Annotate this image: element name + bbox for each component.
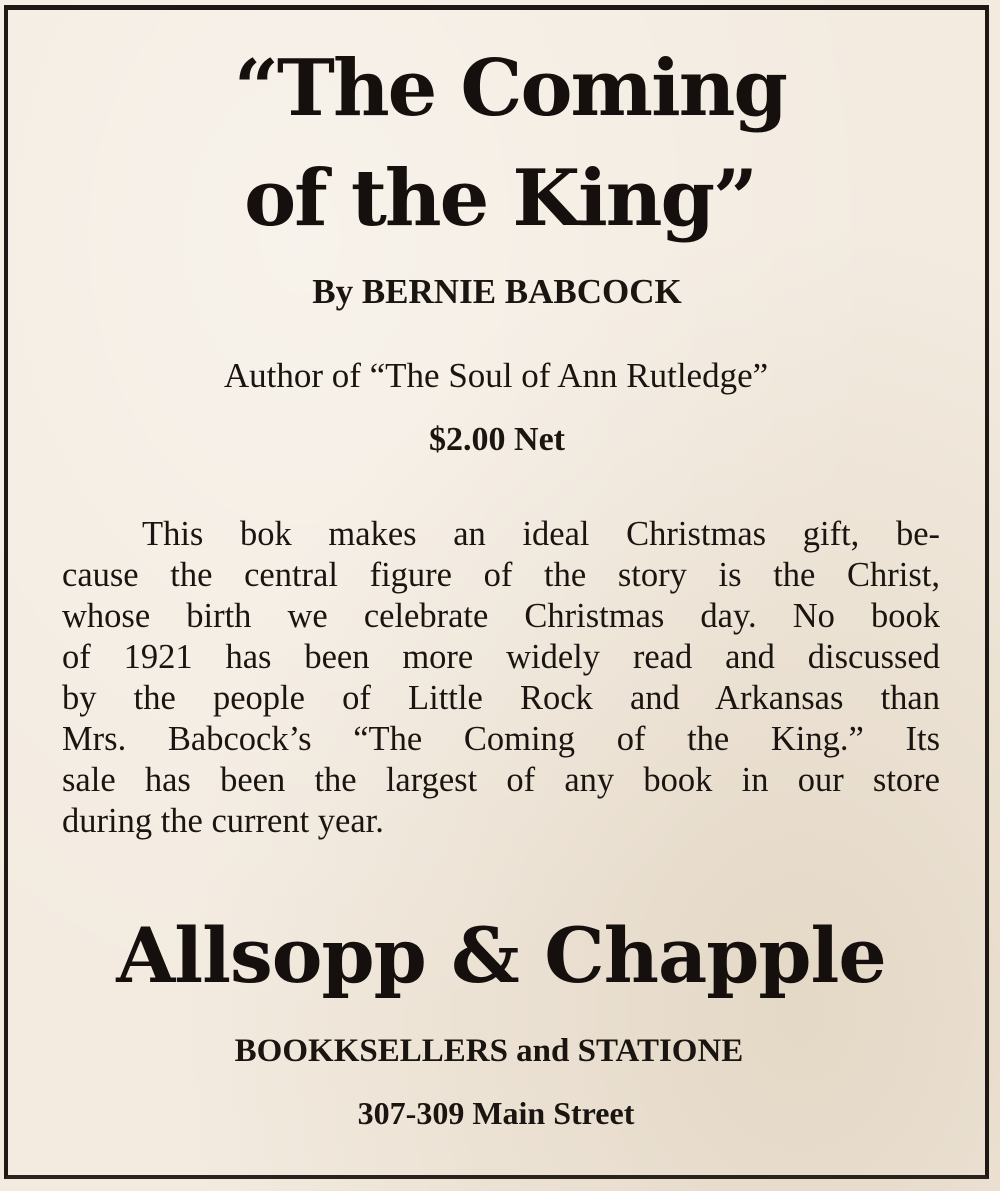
store-address: 307-309 Main Street	[357, 1095, 635, 1131]
book-price: $2.00 Net	[429, 421, 565, 458]
author-previous-work: Author of “The Soul of Ann Rutledge”	[223, 356, 769, 395]
store-tagline: BOOKKSELLERS and STATIONE	[234, 1033, 744, 1069]
author-byline: By BERNIE BABCOCK	[312, 272, 682, 311]
ad-body-paragraph	[62, 514, 940, 842]
body-line: cause the central figure of the story is the Christ,	[62, 556, 940, 594]
book-title-line-2: of the King”	[244, 153, 756, 244]
body-line: whose birth we celebrate Christmas day. No book	[62, 597, 940, 635]
store-name: Allsopp & Chapple	[116, 911, 886, 1000]
body-line: during the current year.	[62, 802, 384, 840]
book-title-line-1: “The Coming	[234, 43, 786, 134]
body-line: Mrs. Babcock’s “The Coming of the King.” Its	[62, 720, 940, 758]
body-line: This bok makes an ideal Christmas gift, be-	[142, 515, 940, 553]
body-line: sale has been the largest of any book in our store	[62, 761, 940, 799]
body-line: of 1921 has been more widely read and discussed	[62, 638, 940, 676]
body-line: by the people of Little Rock and Arkansas than	[62, 679, 940, 717]
